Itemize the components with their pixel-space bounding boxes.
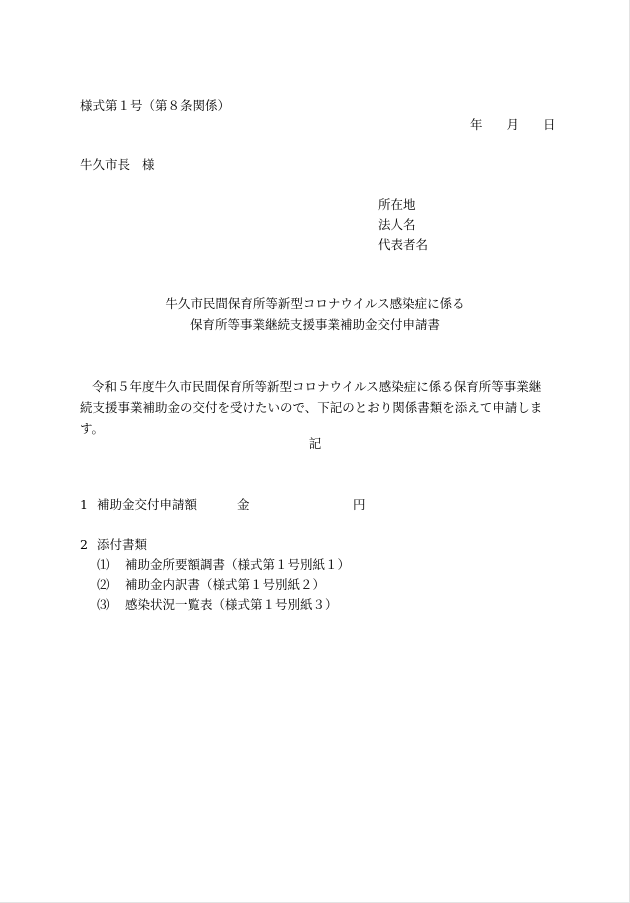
addressee: [80, 157, 155, 173]
item1-kin-label: 金: [237, 497, 250, 512]
form-number: 様式第１号（第８条関係）: [80, 98, 231, 113]
date-day-label: 日: [543, 117, 556, 132]
subitem-number: ⑴: [97, 557, 110, 572]
document-title-line2: 保育所等事業継続支援事業補助金交付申請書: [189, 317, 440, 332]
subitem-label: 感染状況一覧表（様式第１号別紙３）: [125, 597, 338, 612]
addressee-honorific: 様: [142, 157, 155, 172]
date-month-label: 月: [506, 117, 520, 132]
date-year-label: 年: [470, 117, 483, 132]
item1-number: 1: [80, 497, 88, 512]
addressee-name: 牛久市長: [80, 157, 131, 172]
subitem-label: 補助金内訳書（様式第１号別紙２）: [125, 577, 326, 592]
item2-label: 添付書類: [97, 537, 148, 552]
ki-label: 記: [308, 436, 322, 451]
applicant-corporation-label: 法人名: [378, 217, 416, 232]
date-line: [470, 117, 556, 133]
subitem-label: 補助金所要額調書（様式第１号別紙１）: [125, 557, 351, 572]
subitem-number: ⑶: [97, 597, 110, 612]
item1-yen-label: 円: [353, 497, 366, 512]
document-title-line1: 牛久市民間保育所等新型コロナウイルス感染症に係る: [165, 296, 465, 311]
applicant-representative-label: 代表者名: [378, 237, 429, 252]
item1-label: 補助金交付申請額: [97, 497, 198, 512]
body-paragraph: 令和５年度牛久市民間保育所等新型コロナウイルス感染症に係る保育所等事業継続支援事業補助金の交付を受けたいので、下記のとおり関係書類を添えて申請します。: [80, 379, 543, 436]
item2-number: 2: [80, 537, 88, 552]
subitem-number: ⑵: [97, 577, 110, 592]
applicant-location-label: 所在地: [378, 197, 416, 212]
